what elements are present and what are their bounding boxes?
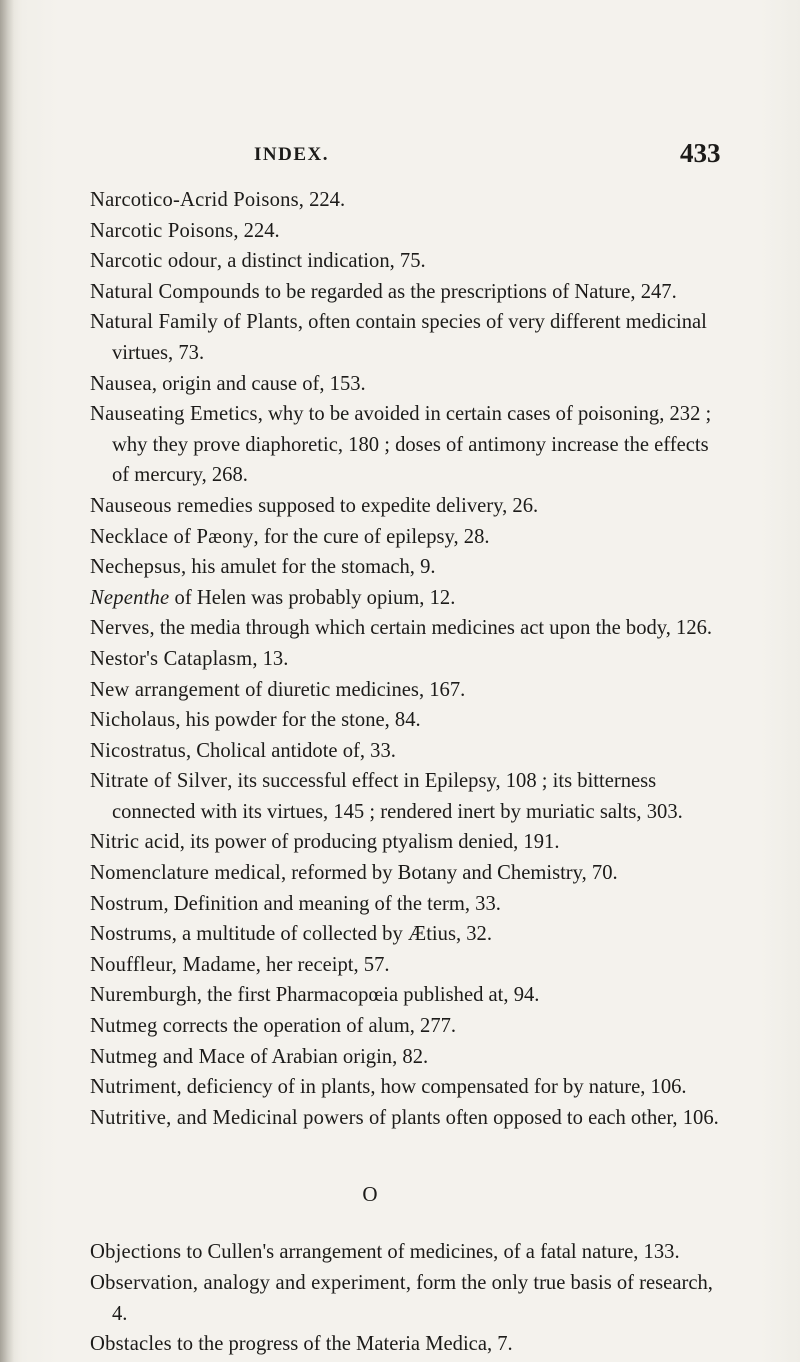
entry-head: Narcotico-Acrid Poisons [90,189,299,211]
entry-text: of plants often opposed to each other, 106. [363,1106,719,1129]
index-entry [90,1042,730,1073]
entry-head: Nicostratus [90,739,186,762]
entry-text: corrects the operation of alum, 277. [157,1015,457,1038]
entry-text: , why to be avoided in certain cases of poisoning, 232 ; why they prove diaphoretic, 180 ; doses of antimony increase the effects of mercury, 268. [112,403,712,487]
entry-head: Nestor's Cataplasm [90,647,253,670]
entry-head: Nerves [90,617,150,640]
entry-text: of Arabian origin, 82. [245,1045,429,1068]
index-entry [90,613,730,644]
entry-text: , a distinct indication, 75. [216,250,426,273]
running-head: INDEX. [254,144,329,165]
entry-head: Nitrate of Silver [90,770,228,793]
index-entry [90,736,730,767]
entry-head: Nitric acid [90,831,180,854]
index-entries [90,185,730,1360]
entry-head: Nicholaus [90,709,176,732]
index-entry [90,277,730,308]
entry-head: Narcotic odour [90,250,217,273]
index-entry [90,399,730,491]
index-entry [90,1237,730,1268]
index-entry [90,1011,730,1042]
entry-text: , form the only true basis of research, 4. [112,1272,713,1325]
entry-text: , 13. [252,647,289,670]
index-entry [90,1268,730,1329]
index-entry [90,644,730,675]
entry-text: , his powder for the stone, 84. [175,709,421,732]
index-entry [90,889,730,920]
entry-text: , often contain species of very different medicinal virtues, 73. [112,311,707,364]
entry-text: , its successful effect in Epilepsy, 108 ; its bitterness connected with its virtues, 145 ; rendered inert by muriatic salts, 303. [112,770,683,823]
entry-text: , 224. [298,189,346,211]
index-entry [90,1072,730,1103]
entry-head: Nutriment [90,1076,177,1099]
index-entry [90,307,730,368]
index-entry [90,216,730,247]
entry-head: New arrangement [90,678,240,701]
index-entry [90,705,730,736]
index-entry [90,858,730,889]
entry-text: to Cullen's arrangement of medicines, of a fatal nature, 133. [181,1241,680,1264]
index-entry [90,491,730,522]
index-entry [90,1329,730,1360]
index-entry [90,552,730,583]
entry-text: , his amulet for the stomach, 9. [181,556,436,579]
entry-head: Nauseating Emetics [90,403,258,426]
entry-text: , Definition and meaning of the term, 33. [163,892,501,915]
entry-head: Narcotic Poisons [90,219,234,242]
entry-text: , reformed by Botany and Chemistry, 70. [280,862,618,885]
entry-head: Nechepsus [90,556,182,579]
page-header [0,138,800,168]
entry-text: to the progress of the Materia Medica, 7. [171,1333,513,1356]
index-entry [90,369,730,400]
index-entry [90,1103,730,1134]
entry-text: , its power of producing ptyalism denied, 191. [179,831,560,854]
index-entry [90,522,730,553]
entry-head: Objections [90,1241,182,1264]
entry-head: Nepenthe [90,586,170,609]
entry-text: , the first Pharmacopœia published at, 94. [196,984,540,1007]
index-entry [90,185,730,216]
entry-text: , Cholical antidote of, 33. [186,739,396,762]
entry-head: Necklace of Pæony [90,525,254,548]
entry-text: , a multitude of collected by Ætius, 32. [171,923,492,946]
entry-text: , deficiency of in plants, how compensated for by nature, 106. [176,1076,687,1099]
entry-text: of Helen was probably opium, 12. [169,586,456,609]
entry-head: Nomenclature medical [90,862,281,885]
entry-text: , the media through which certain medicines act upon the body, 126. [149,617,713,640]
entry-head: Nutritive, and Medicinal powers [90,1106,364,1129]
entry-head: Natural Compounds [90,280,260,303]
entry-head: Nutmeg [90,1015,158,1038]
entry-head: Nutmeg and Mace [90,1045,246,1068]
index-entry [90,827,730,858]
entry-head: Nausea [90,372,152,395]
entry-text: , 224. [233,219,280,242]
index-entry [90,766,730,827]
entry-text: of diuretic medicines, 167. [239,678,466,701]
entry-head: Nostrums [90,923,172,946]
entry-head: Natural Family of Plants [90,311,298,334]
entry-head: Nuremburgh [90,984,197,1007]
index-entry [90,246,730,277]
spine-shadow [0,0,14,1362]
entry-text: , for the cure of epilepsy, 28. [253,525,490,548]
entry-text: , her receipt, 57. [255,953,390,976]
entry-text: supposed to expedite delivery, 26. [252,494,539,517]
index-entry [90,583,730,614]
page-number: 433 [680,138,721,168]
entry-head: Nauseous remedies [90,494,253,517]
section-letter-o: O [362,1182,378,1207]
index-entry [90,919,730,950]
index-entry [90,950,730,981]
entry-head: Nostrum [90,892,164,915]
entry-text: , origin and cause of, 153. [151,372,366,395]
index-entry [90,980,730,1011]
entry-head: Nouffleur, Madame [90,953,256,976]
index-entry [90,675,730,706]
entry-text: to be regarded as the prescriptions of Nature, 247. [259,280,677,303]
entry-head: Obstacles [90,1333,172,1356]
entry-head: Observation, analogy and experiment [90,1272,406,1294]
